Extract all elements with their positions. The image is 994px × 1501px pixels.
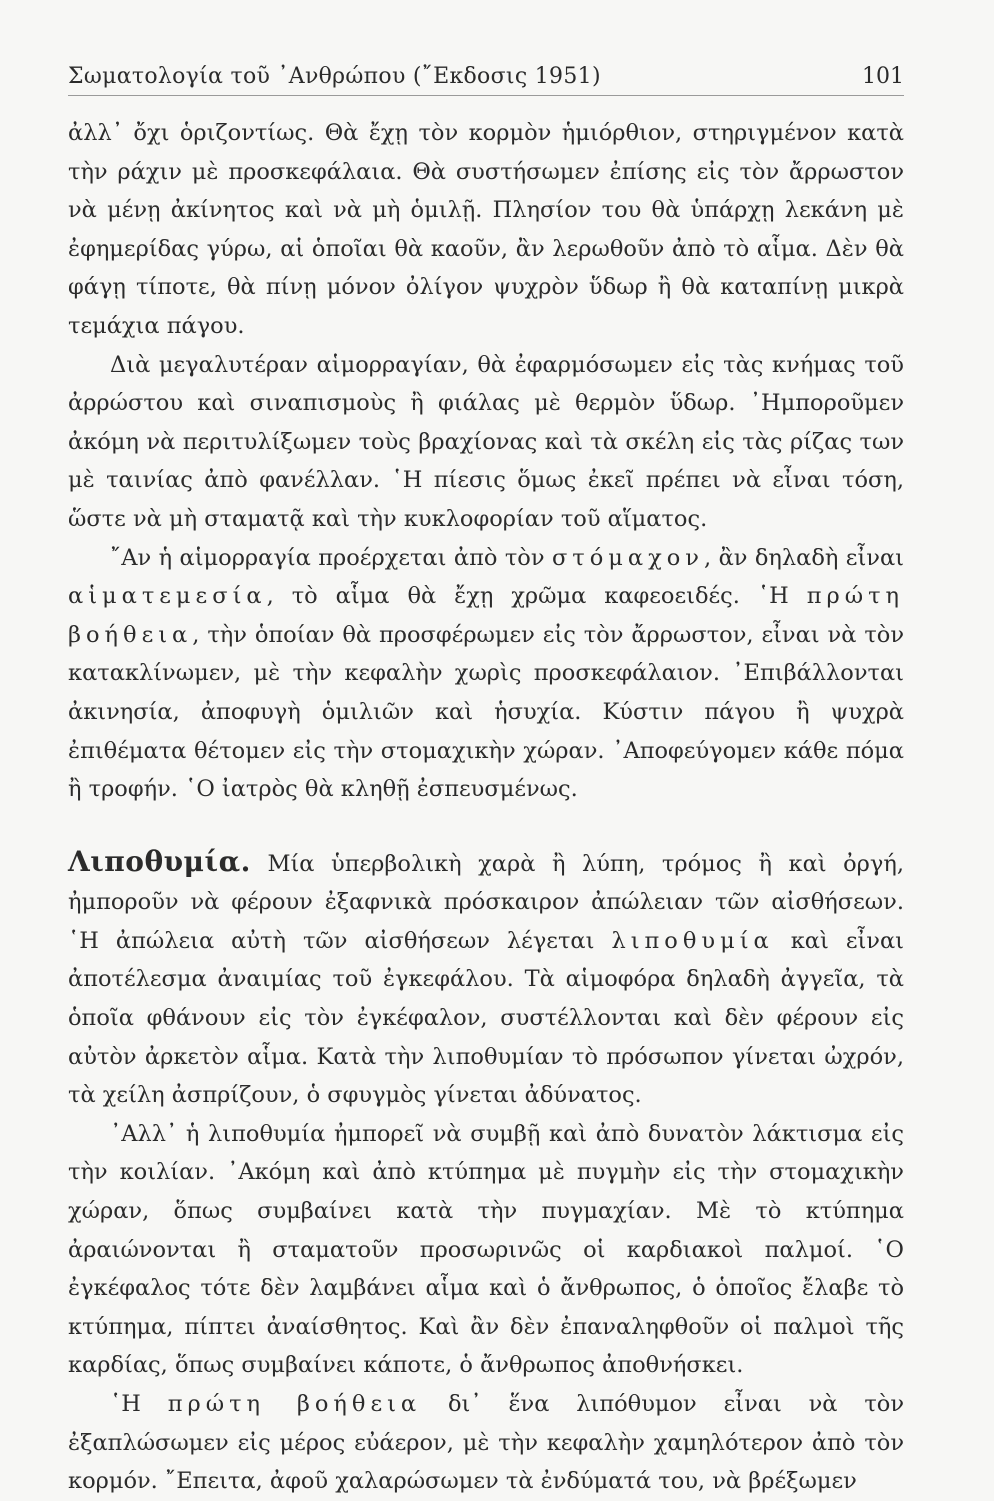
text-run: Μία ὑπερβολικὴ χαρὰ ἢ λύπη, τρόμος ἢ καὶ ὀργή, ἠμποροῦν νὰ φέρουν ἐξαφνικὰ πρόσκαιρον ἀπώλειαν τῶν αἰσθήσεων. ῾Η ἀπώλεια αὐτὴ τῶν αἰσθήσεων λέγεται (68, 850, 904, 954)
text-run: ἀλλ᾿ ὄχι ὁριζοντίως. Θὰ ἔχῃ τὸν κορμὸν ἡμιόρθιον, στηριγμένον κατὰ τὴν ράχιν μὲ προσκεφάλαια. Θὰ συστήσωμεν ἐπίσης εἰς τὸν ἄρρωστον νὰ μένῃ ἀκίνητος καὶ νὰ μὴ ὁμιλῇ. Πλησίον του θὰ ὑπάρχῃ λεκάνη μὲ ἐφημερίδας γύρω, αἱ ὁποῖαι θὰ καοῦν, ἂν λερωθοῦν ἀπὸ τὸ αἷμα. Δὲν θὰ φάγῃ τίποτε, θὰ πίνῃ μόνον ὀλίγον ψυχρὸν ὕδωρ ἢ θὰ καταπίνῃ μικρὰ τεμάχια πάγου. (68, 120, 904, 339)
running-head-title: Σωματολογία τοῦ ᾿Ανθρώπου (῎Εκδοσις 1951) (68, 64, 601, 89)
paragraph (68, 114, 904, 346)
text-run: , τὸ αἷμα θὰ ἔχῃ χρῶμα καφεοειδές. ῾Η (266, 583, 807, 610)
paragraph-with-heading (68, 843, 904, 1115)
running-head (68, 64, 904, 96)
spaced-emphasis: πρώτη βοήθεια (68, 583, 904, 648)
book-page (68, 64, 904, 1501)
text-run: ᾿Αλλ᾿ ἡ λιποθυμία ἠμπορεῖ νὰ συμβῇ καὶ ἀπὸ δυνατὸν λάκτισμα εἰς τὴν κοιλίαν. ᾿Ακόμη καὶ ἀπὸ κτύπημα μὲ πυγμὴν εἰς τὴν στομαχικὴν χώραν, ὅπως συμβαίνει κατὰ τὴν πυγμαχίαν. Μὲ τὸ κτύπημα ἀραιώνονται ἢ σταματοῦν προσωρινῶς οἱ καρδιακοὶ παλμοί. ῾Ο ἐγκέφαλος τότε δὲν λαμβάνει αἷμα καὶ ὁ ἄνθρωπος, ὁ ὁποῖος ἔλαβε τὸ κτύπημα, πίπτει ἀναίσθητος. Καὶ ἂν δὲν ἐπαναληφθοῦν οἱ παλμοὶ τῆς καρδίας, ὅπως συμβαίνει κάποτε, ὁ ἄνθρωπος ἀποθνήσκει. (68, 1120, 904, 1379)
paragraph (68, 346, 904, 539)
text-run: ῎Αν ἡ αἱμορραγία προέρχεται ἀπὸ τὸν (110, 544, 552, 571)
page-body (68, 114, 904, 1501)
spaced-emphasis: λιποθυμία (611, 927, 774, 954)
text-run: καὶ εἶναι ἀποτέλεσμα ἀναιμίας τοῦ ἐγκεφάλου. Τὰ αἱμοφόρα δηλαδὴ ἀγγεῖα, τὰ ὁποῖα φθάνουν εἰς τὸν ἐγκέφαλον, συστέλλονται καὶ δὲν φέρουν εἰς αὐτὸν ἀρκετὸν αἷμα. Κατὰ τὴν λιποθυμίαν τὸ πρόσωπον γίνεται ὠχρόν, τὰ χείλη ἀσπρίζουν, ὁ σφυγμὸς γίνεται ἀδύνατος. (68, 927, 905, 1109)
paragraph (68, 1115, 904, 1385)
spaced-emphasis: πρώτη βοήθεια (167, 1391, 422, 1417)
spaced-emphasis: στόμαχον (551, 544, 704, 571)
page-number: 101 (862, 64, 904, 89)
section-heading: Λιποθυμία. (68, 844, 251, 878)
text-run: δι᾿ ἕνα λιπόθυμον εἶναι νὰ τὸν ἐξαπλώσωμεν εἰς μέρος εὐάερον, μὲ τὴν κεφαλὴν χαμηλότερον ἀπὸ τὸν κορμόν. ῎Επειτα, ἀφοῦ χαλαρώσωμεν τὰ ἐνδύματά του, νὰ βρέξωμεν (68, 1391, 905, 1495)
spaced-emphasis: αἱματεμεσία (68, 583, 267, 610)
text-run: , τὴν ὁποίαν θὰ προσφέρωμεν εἰς τὸν ἄρρωστον, εἶναι νὰ τὸν κατακλίνωμεν, μὲ τὴν κεφαλὴν χωρὶς προσκεφάλαιον. ᾿Επιβάλλονται ἀκινησία, ἀποφυγὴ ὁμιλιῶν καὶ ἡσυχία. Κύστιν πάγου ἢ ψυχρὰ ἐπιθέματα θέτομεν εἰς τὴν στομαχικὴν χώραν. ᾿Αποφεύγομεν κάθε πόμα ἢ τροφήν. ῾Ο ἰατρὸς θὰ κληθῇ ἐσπευσμένως. (68, 621, 904, 803)
text-run: ῾Η (110, 1391, 168, 1417)
text-run: Διὰ μεγαλυτέραν αἱμορραγίαν, θὰ ἐφαρμόσωμεν εἰς τὰς κνήμας τοῦ ἀρρώστου καὶ σιναπισμοὺς ἢ φιάλας μὲ θερμὸν ὕδωρ. ᾿Ημποροῦμεν ἀκόμη νὰ περιτυλίξωμεν τοὺς βραχίονας καὶ τὰ σκέλη εἰς τὰς ρίζας των μὲ ταινίας ἀπὸ φανέλλαν. ῾Η πίεσις ὅμως ἐκεῖ πρέπει νὰ εἶναι τόση, ὥστε νὰ μὴ σταματᾷ καὶ τὴν κυκλοφορίαν τοῦ αἵματος. (68, 351, 904, 532)
paragraph (68, 539, 904, 809)
section-gap (68, 809, 904, 843)
paragraph (68, 1385, 904, 1501)
text-run: , ἂν δηλαδὴ εἶναι (703, 544, 904, 571)
